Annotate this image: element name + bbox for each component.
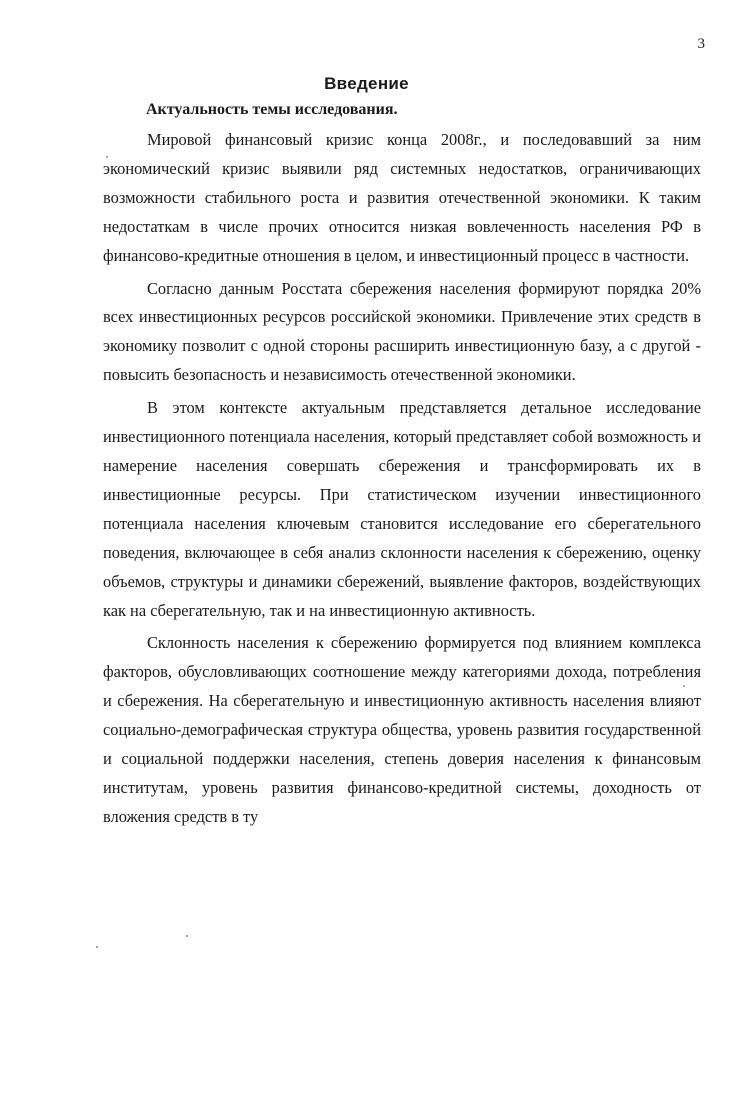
scan-speck — [683, 685, 685, 687]
scan-speck — [106, 156, 108, 158]
paragraph-2: Согласно данным Росстата сбережения населения формируют порядка 20% всех инвестиционных ресурсов российской экономики. Привлечение этих средств в экономику позволит с одной стороны расширить инвестиционную базу, а с другой - повысить безопасность и независимость отечественной экономики. — [103, 278, 701, 385]
page-number: 3 — [697, 36, 705, 52]
paragraph-4: Склонность населения к сбережению формируется под влиянием комплекса факторов, обусловливающих соотношение между категориями дохода, потребления и сбережения. На сберегательную и инвестиционную активность населения влияют социально-демографическая структура общества, уровень развития государственной и социальной поддержки населения, степень доверия населения к финансовым институтам, уровень развития финансово-кредитной системы, доходность от вложения средств в ту — [103, 633, 701, 826]
scan-speck — [96, 946, 98, 948]
body-text — [103, 126, 701, 836]
scan-speck — [186, 935, 188, 937]
paragraph-3: В этом контексте актуальным представляется детальное исследование инвестиционного потенциала населения, который представляет собой возможность и намерение населения совершать сбережения и трансформировать их в инвестиционные ресурсы. При статистическом изучении инвестиционного потенциала населения ключевым становится исследование его сберегательного поведения, включающее в себя анализ склонности населения к сбережению, оценку объемов, структуры и динамики сбережений, выявление факторов, воздействующих как на сберегательную, так и на инвестиционную активность. — [103, 398, 701, 620]
paragraph-1: Мировой финансовый кризис конца 2008г., и последовавший за ним экономический кризис выявили ряд системных недостатков, ограничивающих возможности стабильного роста и развития отечественной экономики. К таким недостаткам в числе прочих относится низкая вовлеченность населения РФ в финансово-кредитные отношения в целом, и инвестиционный процесс в частности. — [103, 130, 701, 265]
page-title: Введение — [324, 74, 409, 93]
section-subtitle: Актуальность темы исследования. — [146, 101, 398, 118]
